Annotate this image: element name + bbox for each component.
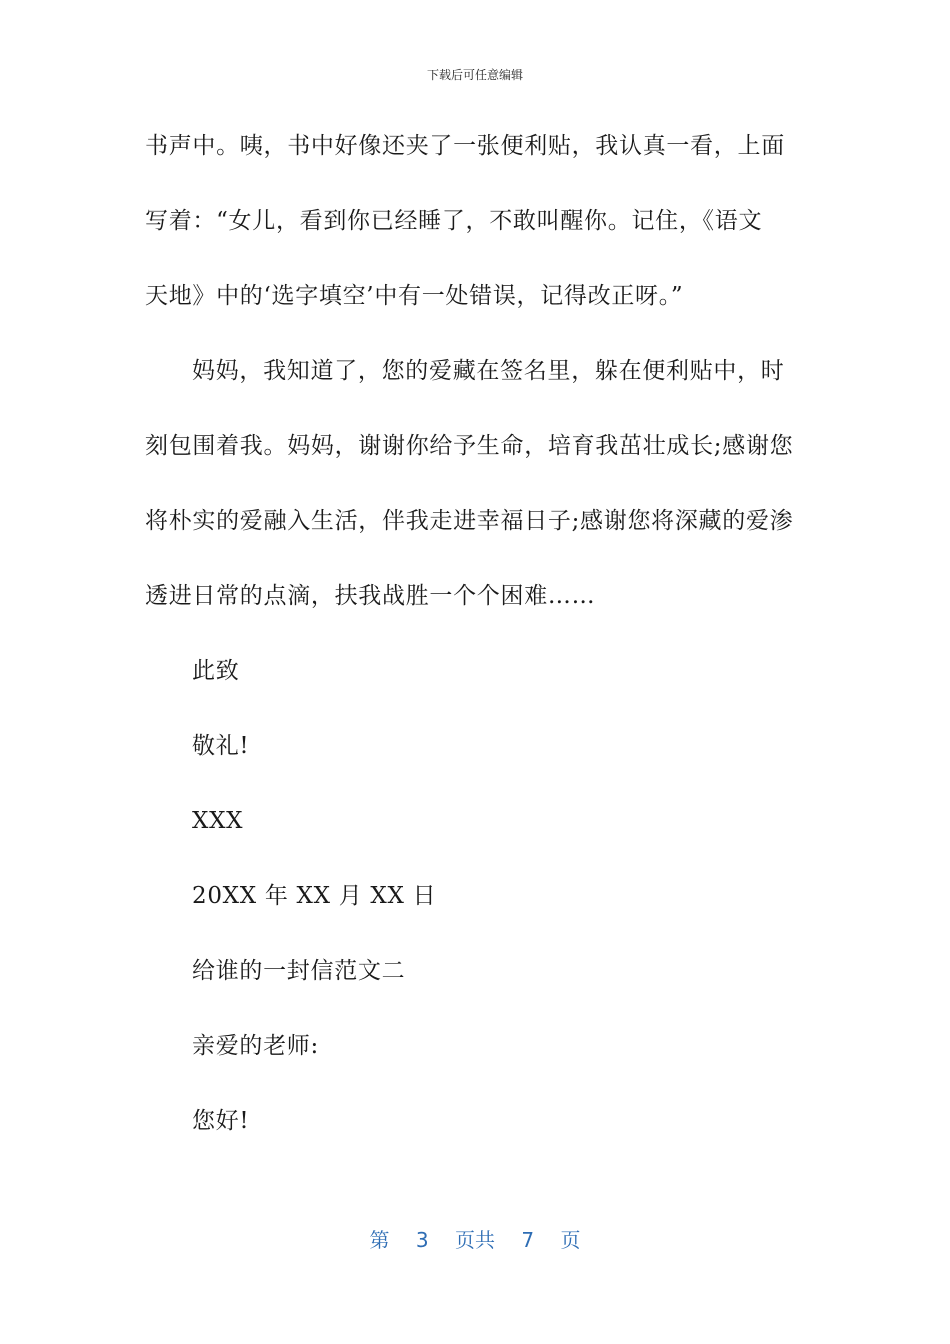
- greeting-line: 亲爱的老师:: [192, 1033, 319, 1059]
- paragraph-line: 将朴实的爱融入生活，伴我走进幸福日子;感谢您将深藏的爱渗: [145, 508, 794, 534]
- total-pages-number: 7: [521, 1228, 535, 1252]
- paragraph-line: 写着：“女儿，看到你已经睡了，不敢叫醒你。记住，《语文: [145, 208, 763, 234]
- date-line: 20XX 年 XX 月 XX 日: [192, 883, 437, 909]
- salutation-line: 敬礼!: [192, 733, 250, 759]
- paragraph-line: 妈妈，我知道了，您的爱藏在签名里，躲在便利贴中，时: [192, 358, 785, 384]
- page-number-footer: [0, 1224, 950, 1253]
- closing-line: 此致: [192, 658, 240, 684]
- paragraph-line: 刻包围着我。妈妈，谢谢你给予生命，培育我茁壮成长;感谢您: [145, 433, 794, 459]
- page-header: 下载后可任意编辑: [426, 68, 523, 82]
- paragraph-line: 天地》中的‘选字填空’中有一处错误，记得改正呀。”: [145, 283, 684, 309]
- page-label-suffix: 页: [560, 1228, 581, 1252]
- section-title: 给谁的一封信范文二: [192, 958, 406, 984]
- greeting-line: 您好!: [192, 1108, 250, 1134]
- paragraph-line: 书声中。咦，书中好像还夹了一张便利贴，我认真一看，上面: [145, 133, 785, 159]
- current-page-number: 3: [415, 1228, 429, 1252]
- page-label-prefix: 第: [369, 1228, 390, 1252]
- signature-line: XXX: [192, 808, 244, 834]
- page-label-mid: 页共: [455, 1228, 495, 1252]
- paragraph-line: 透进日常的点滴，扶我战胜一个个困难……: [145, 583, 596, 609]
- document-body: [145, 122, 805, 1172]
